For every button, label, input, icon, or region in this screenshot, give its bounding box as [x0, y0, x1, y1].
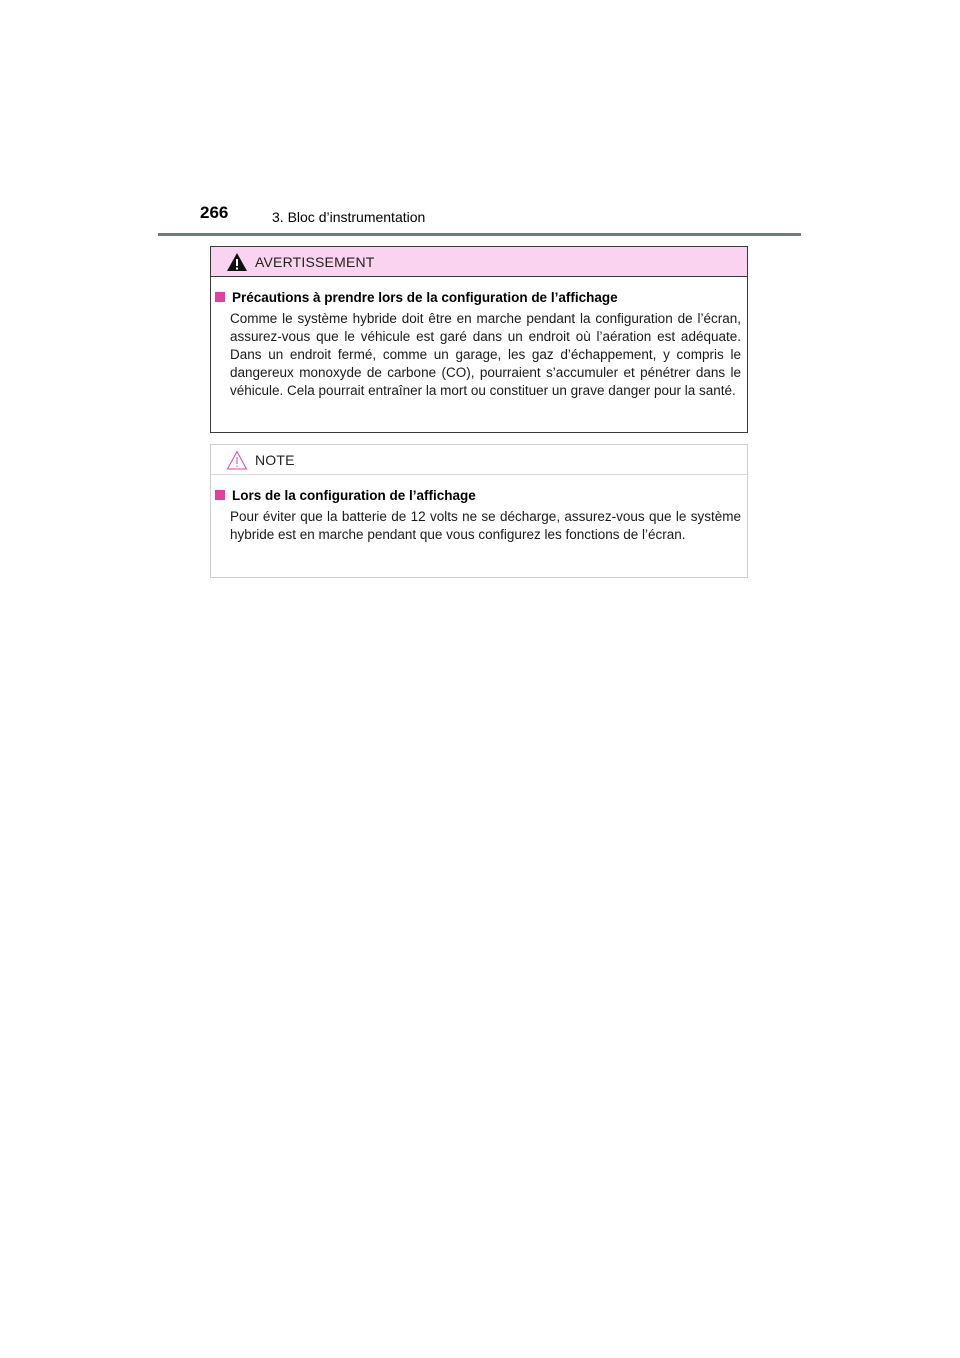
warning-triangle-filled-icon — [226, 252, 248, 272]
note-box — [210, 444, 748, 578]
warning-item-body: Comme le système hybride doit être en marche pendant la configuration de l’écran, assurez-vous que le véhicule est garé dans un endroit où l’aération est adéquate. Dans un endroit fermé, comme un garage, les gaz d’échappement, y compris le dangereux monoxyde de carbone (CO), pourraient s’accumuler et pénétrer dans le véhicule. Cela pourrait entraîner la mort ou constituer un grave danger pour la santé. — [230, 311, 741, 398]
note-item-body: Pour éviter que la batterie de 12 volts ne se décharge, assurez-vous que le système hybride est en marche pendant que vous configurez les fonctions de l’écran. — [230, 509, 741, 542]
warning-item-title-text: Précautions à prendre lors de la configuration de l’affichage — [232, 290, 618, 305]
bullet-square-icon — [215, 292, 225, 302]
warning-box — [210, 246, 748, 433]
note-label: NOTE — [255, 452, 295, 468]
warning-header — [211, 247, 747, 277]
note-item-title-text: Lors de la configuration de l’affichage — [232, 488, 476, 503]
page-number: 266 — [200, 203, 229, 222]
warning-triangle-outline-icon — [226, 450, 248, 470]
note-item-title — [215, 488, 476, 503]
bullet-square-icon — [215, 490, 225, 500]
page-header — [158, 203, 801, 236]
warning-item-title — [215, 290, 618, 305]
warning-label: AVERTISSEMENT — [255, 254, 375, 270]
note-header — [211, 445, 747, 475]
section-title: 3. Bloc d’instrumentation — [272, 209, 426, 225]
